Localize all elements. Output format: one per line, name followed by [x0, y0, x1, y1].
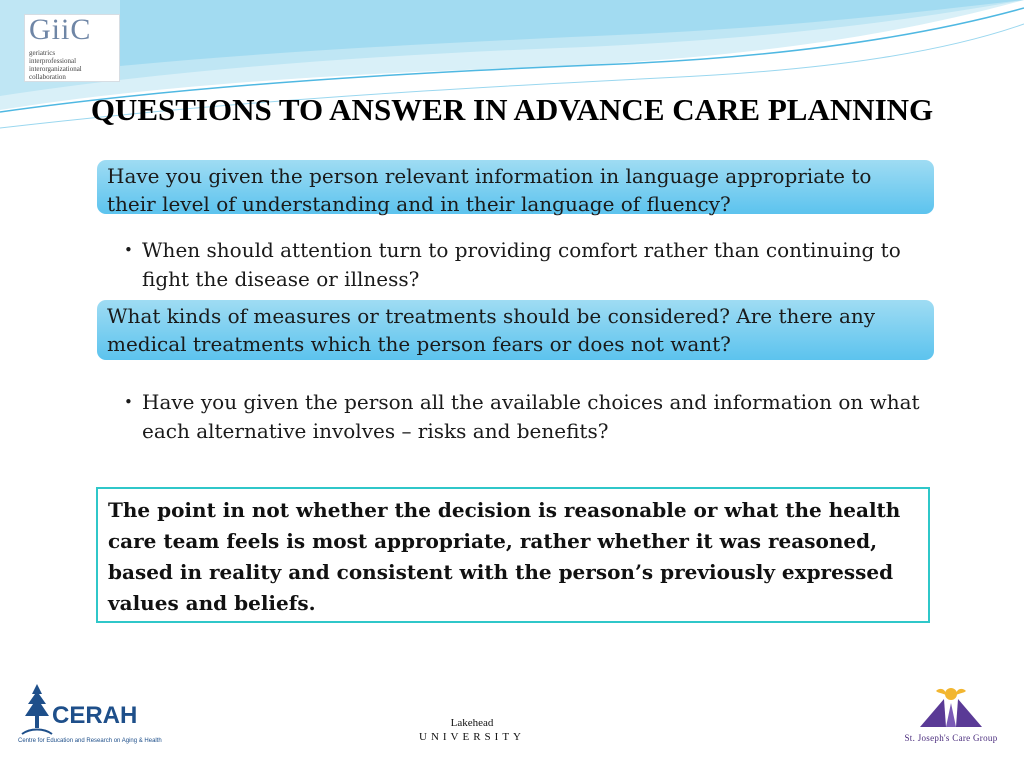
bullet-icon: •	[124, 393, 133, 411]
giic-logo-tagline	[29, 49, 82, 81]
giic-tagline-line: collaboration	[29, 73, 66, 81]
giic-logo-mark: GiiC	[29, 13, 92, 46]
cerah-logo	[18, 680, 162, 756]
sjcg-name: St. Joseph's Care Group	[904, 733, 998, 743]
question-box-treatments: What kinds of measures or treatments should be considered? Are there any medical treatments which the person fears or does not want?	[97, 300, 934, 360]
key-point-callout: The point in not whether the decision is reasonable or what the health care team feels is most appropriate, rather whether it was reasoned, based in reality and consistent with the person’s previously expressed values and beliefs.	[96, 487, 930, 623]
question-box-information: Have you given the person relevant information in language appropriate to their level of understanding and in their language of fluency?	[97, 160, 934, 214]
cerah-logo-name: CERAH	[52, 702, 138, 729]
st-josephs-care-group-logo	[893, 685, 1009, 747]
bullet-icon: •	[124, 241, 133, 259]
giic-tagline-line: geriatrics	[29, 49, 56, 57]
slide-title: QUESTIONS TO ANSWER IN ADVANCE CARE PLANNING	[90, 92, 934, 127]
lakehead-university-word: UNIVERSITY	[419, 731, 525, 743]
lakehead-university-logo	[404, 717, 540, 744]
bullet-text: Have you given the person all the available choices and information on what each alternative involves – risks and benefits?	[142, 390, 920, 443]
giic-tagline-line: interprofessional	[29, 57, 77, 65]
giic-tagline-line: interorganizational	[29, 65, 82, 73]
bullet-item-choices	[124, 388, 924, 448]
cerah-logo-subtitle: Centre for Education and Research on Aging & Health	[18, 738, 162, 744]
bullet-text: When should attention turn to providing comfort rather than continuing to fight the disease or illness?	[142, 238, 901, 291]
giic-logo	[24, 14, 120, 82]
sjcg-emblem-icon	[916, 685, 986, 731]
tree-icon	[20, 682, 54, 738]
lakehead-name: Lakehead	[450, 717, 494, 729]
bullet-item-comfort	[124, 236, 924, 296]
